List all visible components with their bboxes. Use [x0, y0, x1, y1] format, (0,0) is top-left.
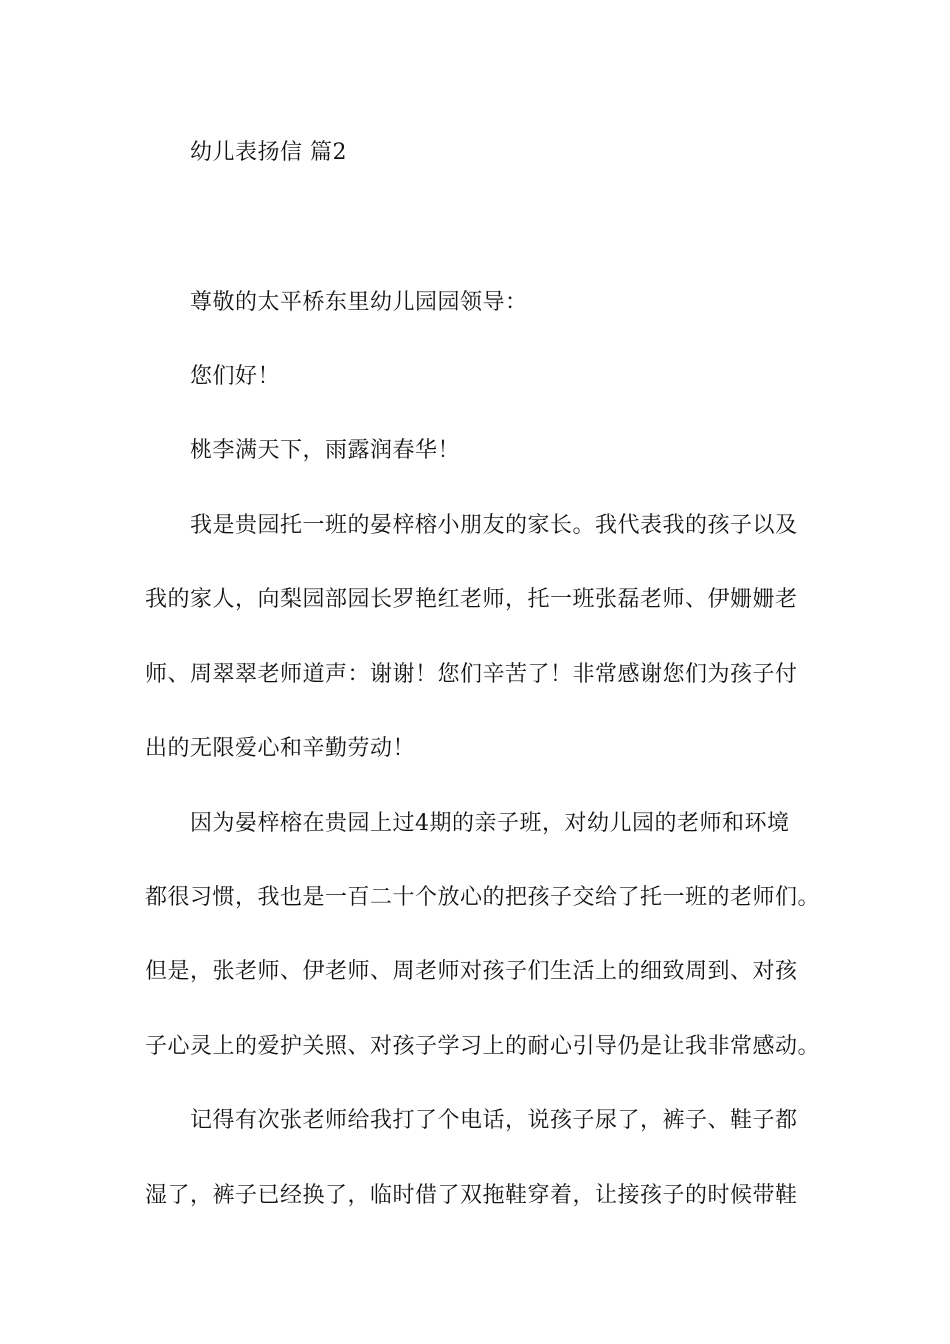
body-line: 但是，张老师、伊老师、周老师对孩子们生活上的细致周到、对孩: [145, 959, 798, 984]
salutation: 尊敬的太平桥东里幼儿园园领导：: [190, 290, 528, 315]
body-line: 子心灵上的爱护关照、对孩子学习上的耐心引导仍是让我非常感动。: [145, 1034, 821, 1059]
body-line: 师、周翠翠老师道声：谢谢！您们辛苦了！非常感谢您们为孩子付: [145, 662, 798, 687]
body-line: 记得有次张老师给我打了个电话，说孩子尿了，裤子、鞋子都: [190, 1108, 798, 1133]
body-line: 都很习惯，我也是一百二十个放心的把孩子交给了托一班的老师们。: [145, 885, 821, 910]
body-line: 我的家人，向梨园部园长罗艳红老师，托一班张磊老师、伊姗姗老: [145, 587, 798, 612]
document-title: 幼儿表扬信 篇2: [190, 140, 347, 165]
body-line: 湿了，裤子已经换了，临时借了双拖鞋穿着，让接孩子的时候带鞋: [145, 1183, 798, 1208]
body-line: 出的无限爱心和辛勤劳动！: [145, 736, 416, 761]
body-line: 我是贵园托一班的晏梓榕小朋友的家长。我代表我的孩子以及: [190, 513, 798, 538]
body-line: 因为晏梓榕在贵园上过4期的亲子班，对幼儿园的老师和环境: [190, 811, 790, 836]
motto: 桃李满天下，雨露润春华！: [190, 438, 461, 463]
greeting: 您们好！: [190, 364, 281, 389]
